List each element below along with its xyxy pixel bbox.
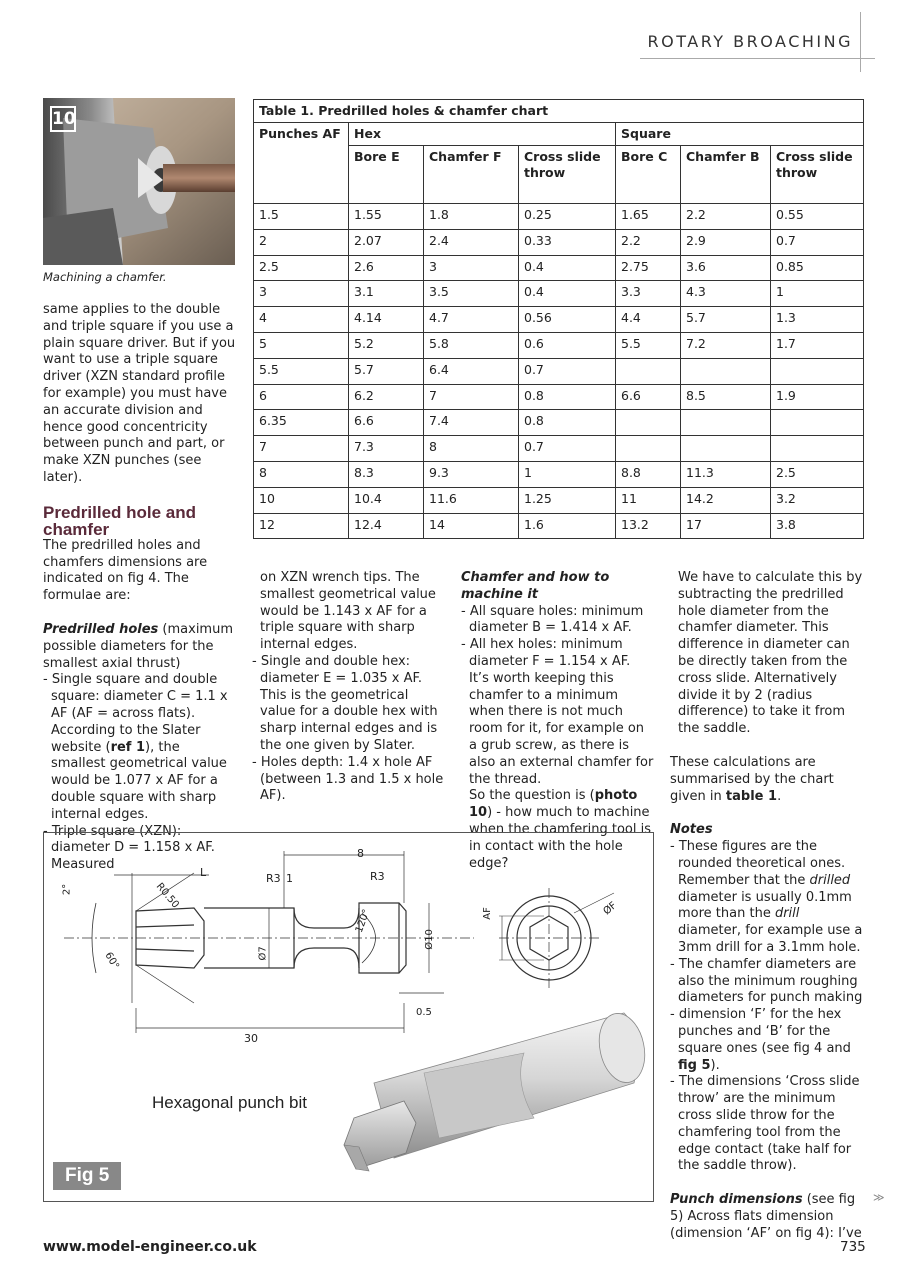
text-column-4 xyxy=(670,570,865,1242)
dim-l: L xyxy=(200,866,207,879)
col4-summary xyxy=(670,755,865,805)
table-cell: 2 xyxy=(254,229,349,255)
table-row xyxy=(254,358,864,384)
table-header-hex: Hex xyxy=(349,123,616,146)
table-cell: 1.65 xyxy=(616,204,681,230)
table-cell: 4.3 xyxy=(681,281,771,307)
table-cell: 8.3 xyxy=(349,461,424,487)
table-cell: 7 xyxy=(254,436,349,462)
table-cell xyxy=(616,410,681,436)
table-cell: 2.4 xyxy=(424,229,519,255)
question-text: ) - how much to machine when the chamfering tool is in contact with the hole edge? xyxy=(469,805,652,871)
summary-text: . xyxy=(777,788,782,804)
table-cell: 8.8 xyxy=(616,461,681,487)
table-subheader: Bore E xyxy=(349,146,424,204)
table-cell: 1.25 xyxy=(519,487,616,513)
table-cell: 1.3 xyxy=(771,307,864,333)
table-cell: 10 xyxy=(254,487,349,513)
dim-phi7: Ø7 xyxy=(257,946,269,961)
table-cell: 8 xyxy=(424,436,519,462)
table-row xyxy=(254,487,864,513)
table-cell: 8 xyxy=(254,461,349,487)
table-cell: 11.6 xyxy=(424,487,519,513)
text-column-2 xyxy=(252,570,444,805)
fig-ref: fig 5 xyxy=(678,1057,711,1073)
table-cell: 9.3 xyxy=(424,461,519,487)
table-row xyxy=(254,281,864,307)
table-cell xyxy=(771,358,864,384)
note-cross-slide: - The dimensions ‘Cross slide throw’ are the minimum cross slide throw for the chamfering tool from the edge contact (take half for the saddle throw). xyxy=(670,1074,860,1174)
table-cell: 2.5 xyxy=(254,255,349,281)
table-cell: 3.6 xyxy=(681,255,771,281)
note-text: diameter, for example use a 3mm drill for a 3.1mm hole. xyxy=(678,923,863,955)
table-cell: 12.4 xyxy=(349,513,424,539)
table-cell: 1.8 xyxy=(424,204,519,230)
table-cell: 3.3 xyxy=(616,281,681,307)
header-rule xyxy=(640,58,875,59)
table-cell: 3.2 xyxy=(771,487,864,513)
section-header: ROTARY BROACHING xyxy=(647,32,853,51)
table-cell: 13.2 xyxy=(616,513,681,539)
dim-1: 1 xyxy=(286,872,293,885)
table-cell: 3.5 xyxy=(424,281,519,307)
col2-paragraph: on XZN wrench tips. The smallest geometrical value would be 1.143 x AF for a triple square with sharp internal edges. xyxy=(260,570,436,653)
table-cell: 6.4 xyxy=(424,358,519,384)
dim-r3-left: R3 xyxy=(266,872,281,885)
punch-dimensions-text: (see fig 5) Across flats dimension (dimension ‘AF’ on fig 4): I’ve xyxy=(670,1192,862,1241)
table-cell: 6 xyxy=(254,384,349,410)
table-subheader: Chamfer F xyxy=(424,146,519,204)
col3-paragraph: It’s worth keeping this chamfer to a minimum when there is not much room for it, for example on a grub screw, as there is also an external chamfer for the thread. xyxy=(469,670,654,787)
note-text: diameter is usually 0.1mm more than the xyxy=(678,889,852,922)
table-cell: 7.3 xyxy=(349,436,424,462)
punch-dimensions-title: Punch dimensions xyxy=(670,1192,803,1208)
dim-phi10: Ø10 xyxy=(423,929,435,950)
table-cell xyxy=(771,410,864,436)
dim-r3-right: R3 xyxy=(370,870,385,883)
footer-website: www.model-engineer.co.uk xyxy=(43,1239,257,1255)
table-cell: 0.8 xyxy=(519,384,616,410)
table-cell: 1.9 xyxy=(771,384,864,410)
punch-dimensions-para xyxy=(670,1192,865,1242)
note-text: - dimension ‘F’ for the hex punches and ‘B’ for the square ones (see fig 4 and xyxy=(670,1007,851,1056)
table-cell: 3 xyxy=(254,281,349,307)
note-dimension-f xyxy=(670,1007,865,1074)
note-chamfer-diameters: - The chamfer diameters are also the minimum roughing diameters for punch making xyxy=(670,956,863,1006)
bullet-holes-depth: - Holes depth: 1.4 x hole AF (between 1.3 and 1.5 x hole AF). xyxy=(252,754,444,804)
table-subheader: Bore C xyxy=(616,146,681,204)
table-cell: 5.8 xyxy=(424,332,519,358)
table-cell: 3.1 xyxy=(349,281,424,307)
table-cell: 5.5 xyxy=(616,332,681,358)
table-header-punches: Punches AF xyxy=(254,123,349,204)
photo-machining-chamfer xyxy=(43,98,235,265)
table-subheader: Chamfer B xyxy=(681,146,771,204)
dim-30: 30 xyxy=(244,1032,258,1045)
col4-paragraph: We have to calculate this by subtracting the predrilled hole diameter from the chamfer diameter. This difference in diameter can be directly taken from the cross slide. Alternatively divide it by 2 (radius difference) to take it from the saddle. xyxy=(678,570,863,737)
table-row xyxy=(254,332,864,358)
photo-caption: Machining a chamfer. xyxy=(43,270,167,284)
table-row xyxy=(254,229,864,255)
table-cell: 0.8 xyxy=(519,410,616,436)
bullet-triple-square: - Triple square (XZN): diameter D = 1.158 x AF. Measured xyxy=(43,823,215,873)
table-cell: 5 xyxy=(254,332,349,358)
note-italic: drill xyxy=(774,906,800,922)
table-cell: 1.7 xyxy=(771,332,864,358)
bullet-text: - Single square and double square: diameter C = 1.1 x AF (AF = across flats). According to the Slater website ( xyxy=(43,672,228,755)
table-cell xyxy=(771,436,864,462)
table-cell: 0.55 xyxy=(771,204,864,230)
table-cell: 14.2 xyxy=(681,487,771,513)
text-column-3 xyxy=(461,570,656,872)
table-cell xyxy=(681,358,771,384)
col1-paragraph: same applies to the double and triple square if you use a plain square driver. But if you want to use a triple square driver (XZN standard profile for example) you must have an accurate division and hence good concentricity between punch and part, or make XZN punches (see later). xyxy=(43,302,236,485)
iso-view xyxy=(344,1009,651,1171)
table-cell: 0.4 xyxy=(519,255,616,281)
table-cell: 0.4 xyxy=(519,281,616,307)
table-cell: 3 xyxy=(424,255,519,281)
table-cell: 2.2 xyxy=(681,204,771,230)
table-cell xyxy=(616,436,681,462)
table-cell: 6.35 xyxy=(254,410,349,436)
table-cell: 4.7 xyxy=(424,307,519,333)
table-cell: 7.2 xyxy=(681,332,771,358)
predrilled-chamfer-table xyxy=(253,99,864,539)
photo-ref: photo 10 xyxy=(469,788,638,821)
table-caption: Table 1. Predrilled holes & chamfer chart xyxy=(254,100,864,123)
table-row xyxy=(254,384,864,410)
predrilled-holes-text: (maximum possible diameters for the smallest axial thrust) xyxy=(43,621,234,671)
table-cell: 4.4 xyxy=(616,307,681,333)
table-cell: 2.07 xyxy=(349,229,424,255)
table-cell: 6.6 xyxy=(349,410,424,436)
table-cell: 2.75 xyxy=(616,255,681,281)
figure-label: Fig 5 xyxy=(53,1162,121,1190)
table-cell: 17 xyxy=(681,513,771,539)
table-subheader: Cross slide throw xyxy=(771,146,864,204)
figure-title: Hexagonal punch bit xyxy=(152,1093,308,1112)
table-cell: 2.9 xyxy=(681,229,771,255)
photo-number-badge: 10 xyxy=(50,106,76,132)
table-subheader: Cross slide throw xyxy=(519,146,616,204)
table-cell: 4.14 xyxy=(349,307,424,333)
end-view xyxy=(499,888,614,988)
table-cell: 5.2 xyxy=(349,332,424,358)
dim-120-deg: 120° xyxy=(353,907,373,935)
bullet-square-holes: - All square holes: minimum diameter B = 1.414 x AF. xyxy=(461,603,644,636)
table-row xyxy=(254,513,864,539)
table-row xyxy=(254,307,864,333)
note-text: - These figures are the rounded theoretical ones. Remember that the xyxy=(670,839,846,888)
table-cell: 2.2 xyxy=(616,229,681,255)
question-text: So the question is ( xyxy=(469,788,595,804)
table-cell: 7.4 xyxy=(424,410,519,436)
dim-af: AF xyxy=(481,907,493,920)
table-cell: 1.6 xyxy=(519,513,616,539)
bullet-single-square xyxy=(43,672,238,823)
table-cell: 11 xyxy=(616,487,681,513)
table-cell: 0.25 xyxy=(519,204,616,230)
table-cell: 8.5 xyxy=(681,384,771,410)
note-text: ). xyxy=(710,1057,720,1073)
table-cell: 0.85 xyxy=(771,255,864,281)
table-cell: 2.5 xyxy=(771,461,864,487)
table-cell: 7 xyxy=(424,384,519,410)
table-cell: 0.6 xyxy=(519,332,616,358)
table-cell: 0.7 xyxy=(771,229,864,255)
table-cell: 1 xyxy=(519,461,616,487)
table-cell xyxy=(681,410,771,436)
page-number: 735 xyxy=(840,1239,866,1255)
table-cell xyxy=(616,358,681,384)
table-cell: 10.4 xyxy=(349,487,424,513)
summary-text: These calculations are summarised by the chart given in xyxy=(670,754,834,804)
figure-5 xyxy=(43,832,654,1202)
subheading-predrilled: Predrilled hole and chamfer xyxy=(43,502,197,539)
notes-heading: Notes xyxy=(670,822,713,838)
table-row xyxy=(254,204,864,230)
predrilled-holes-para xyxy=(43,622,238,672)
table-cell: 0.56 xyxy=(519,307,616,333)
table-cell: 12 xyxy=(254,513,349,539)
table-cell: 1 xyxy=(771,281,864,307)
table-cell: 1.55 xyxy=(349,204,424,230)
table-ref: table 1 xyxy=(725,788,778,804)
dim-0-5: 0.5 xyxy=(416,1007,432,1018)
table-row xyxy=(254,255,864,281)
chamfer-heading: Chamfer and how to machine it xyxy=(461,570,610,602)
predrilled-holes-title: Predrilled holes xyxy=(43,621,159,637)
table-header-square: Square xyxy=(616,123,864,146)
bullet-hex-holes: - All hex holes: minimum diameter F = 1.154 x AF. xyxy=(461,637,631,669)
table-cell: 5.7 xyxy=(681,307,771,333)
table-cell: 5.7 xyxy=(349,358,424,384)
table-cell: 2.6 xyxy=(349,255,424,281)
table-row xyxy=(254,410,864,436)
note-italic: drilled xyxy=(809,872,851,888)
bullet-hex: - Single and double hex: diameter E = 1.035 x AF. This is the geometrical value for a double hex with sharp internal edges and is the one given by Slater. xyxy=(252,653,438,753)
header-vertical-rule xyxy=(860,12,861,72)
table-row xyxy=(254,461,864,487)
table-cell xyxy=(681,436,771,462)
bullet-text: ), the smallest geometrical value would be 1.077 x AF for a double square with sharp internal edges. xyxy=(51,739,227,822)
text-column-1 xyxy=(43,302,238,874)
ref-link: ref 1 xyxy=(110,739,146,755)
table-cell: 11.3 xyxy=(681,461,771,487)
continue-arrow-icon: ≫ xyxy=(873,1191,885,1204)
table-cell: 14 xyxy=(424,513,519,539)
table-cell: 3.8 xyxy=(771,513,864,539)
table-cell: 6.2 xyxy=(349,384,424,410)
table-cell: 0.33 xyxy=(519,229,616,255)
technical-drawing xyxy=(44,833,654,1202)
dim-60-deg: 60° xyxy=(102,950,121,972)
table-row xyxy=(254,436,864,462)
table-cell: 1.5 xyxy=(254,204,349,230)
table-cell: 0.7 xyxy=(519,358,616,384)
dim-phif: ØF xyxy=(601,900,619,918)
col1-paragraph-2: The predrilled holes and chamfers dimensions are indicated on fig 4. The formulae are: xyxy=(43,537,208,604)
dim-8: 8 xyxy=(357,847,364,860)
table-cell: 6.6 xyxy=(616,384,681,410)
table-cell: 4 xyxy=(254,307,349,333)
table-cell: 5.5 xyxy=(254,358,349,384)
dim-2-deg: 2° xyxy=(61,883,73,896)
note-rounded xyxy=(670,839,865,957)
table-cell: 0.7 xyxy=(519,436,616,462)
dim-r050: R0.50 xyxy=(153,881,181,911)
